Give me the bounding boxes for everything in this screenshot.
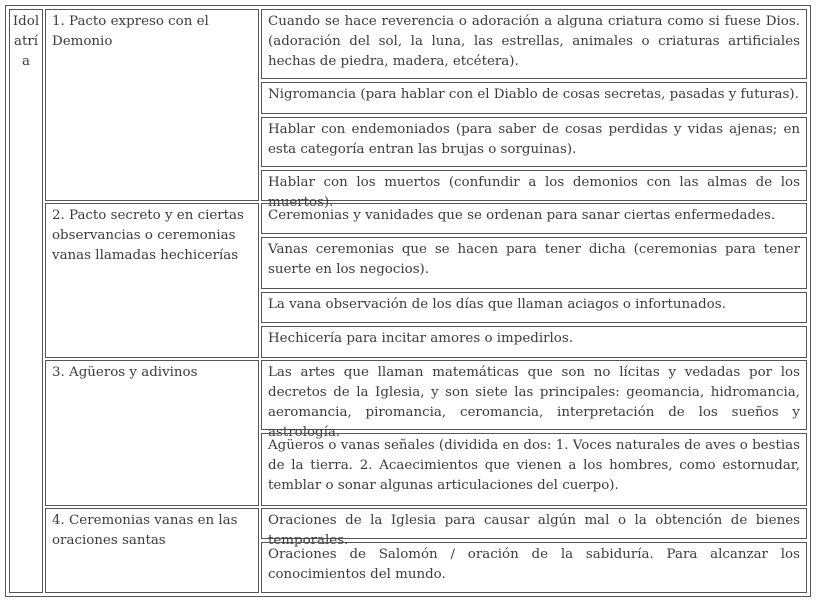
item-cell <box>261 326 807 358</box>
item-text: Agüeros o vanas señales (dividida en dos: 1. Voces naturales de aves o bestias de la tierra. 2. Acaecimientos que vienen a los hombres, como estornudar, temblar o sonar algunas articulaciones del cuerpo). <box>268 438 800 493</box>
item-cell <box>261 360 807 440</box>
item-text: Nigromancia (para hablar con el Diablo de cosas secretas, pasadas y futuras). <box>268 87 799 102</box>
item-text: Cuando se hace reverencia o adoración a alguna criatura como si fuese Dios. (adoración del sol, la luna, las estrellas, animales o criaturas artificiales hechas de piedra, madera, etcétera). <box>268 14 800 69</box>
group-label-1 <box>45 9 259 201</box>
item-cell <box>261 203 807 234</box>
item-text: Ceremonias y vanidades que se ordenan para sanar ciertas enfermedades. <box>268 208 776 223</box>
item-text: Hablar con los muertos (confundir a los demonios con las almas de los muertos). <box>268 175 800 210</box>
item-cell <box>261 170 807 210</box>
item-cell <box>261 9 807 79</box>
group-label-3 <box>45 360 259 506</box>
item-text: Oraciones de la Iglesia para causar algún mal o la obtención de bienes temporales. <box>268 513 800 548</box>
item-cell <box>261 117 807 167</box>
group-label-text: 2. Pacto secreto y en ciertas observancias o ceremonias vanas llamadas hechicerías <box>52 208 244 263</box>
group-label-4 <box>45 508 259 593</box>
item-cell <box>261 237 807 289</box>
item-text: La vana observación de los días que llaman aciagos o infortunados. <box>268 297 726 312</box>
item-cell <box>261 508 807 548</box>
group-label-text: 4. Ceremonias vanas en las oraciones santas <box>52 513 238 548</box>
group-label-text: 1. Pacto expreso con el Demonio <box>52 14 209 49</box>
item-text: Vanas ceremonias que se hacen para tener dicha (ceremonias para tener suerte en los negocios). <box>268 242 800 277</box>
group-label-text: 3. Agüeros y adivinos <box>52 365 198 380</box>
item-cell <box>261 433 807 506</box>
header-text: Idolatría <box>12 14 40 69</box>
item-cell <box>261 82 807 114</box>
item-text: Las artes que llaman matemáticas que son no lícitas y vedadas por los decretos de la Iglesia, y son siete las principales: geomancia, hidromancia, aeromancia, piromancia, ceromancia, interpretación de los sueños y astrología. <box>268 365 800 440</box>
item-cell <box>261 292 807 323</box>
item-cell <box>261 542 807 593</box>
item-text: Hablar con endemoniados (para saber de cosas perdidas y vidas ajenas; en esta categoría entran las brujas o sorguinas). <box>268 122 800 157</box>
item-text: Hechicería para incitar amores o impedirlos. <box>268 331 573 346</box>
item-text: Oraciones de Salomón / oración de la sabiduría. Para alcanzar los conocimientos del mundo. <box>268 547 800 582</box>
header-cell <box>9 9 43 593</box>
group-label-2 <box>45 203 259 358</box>
